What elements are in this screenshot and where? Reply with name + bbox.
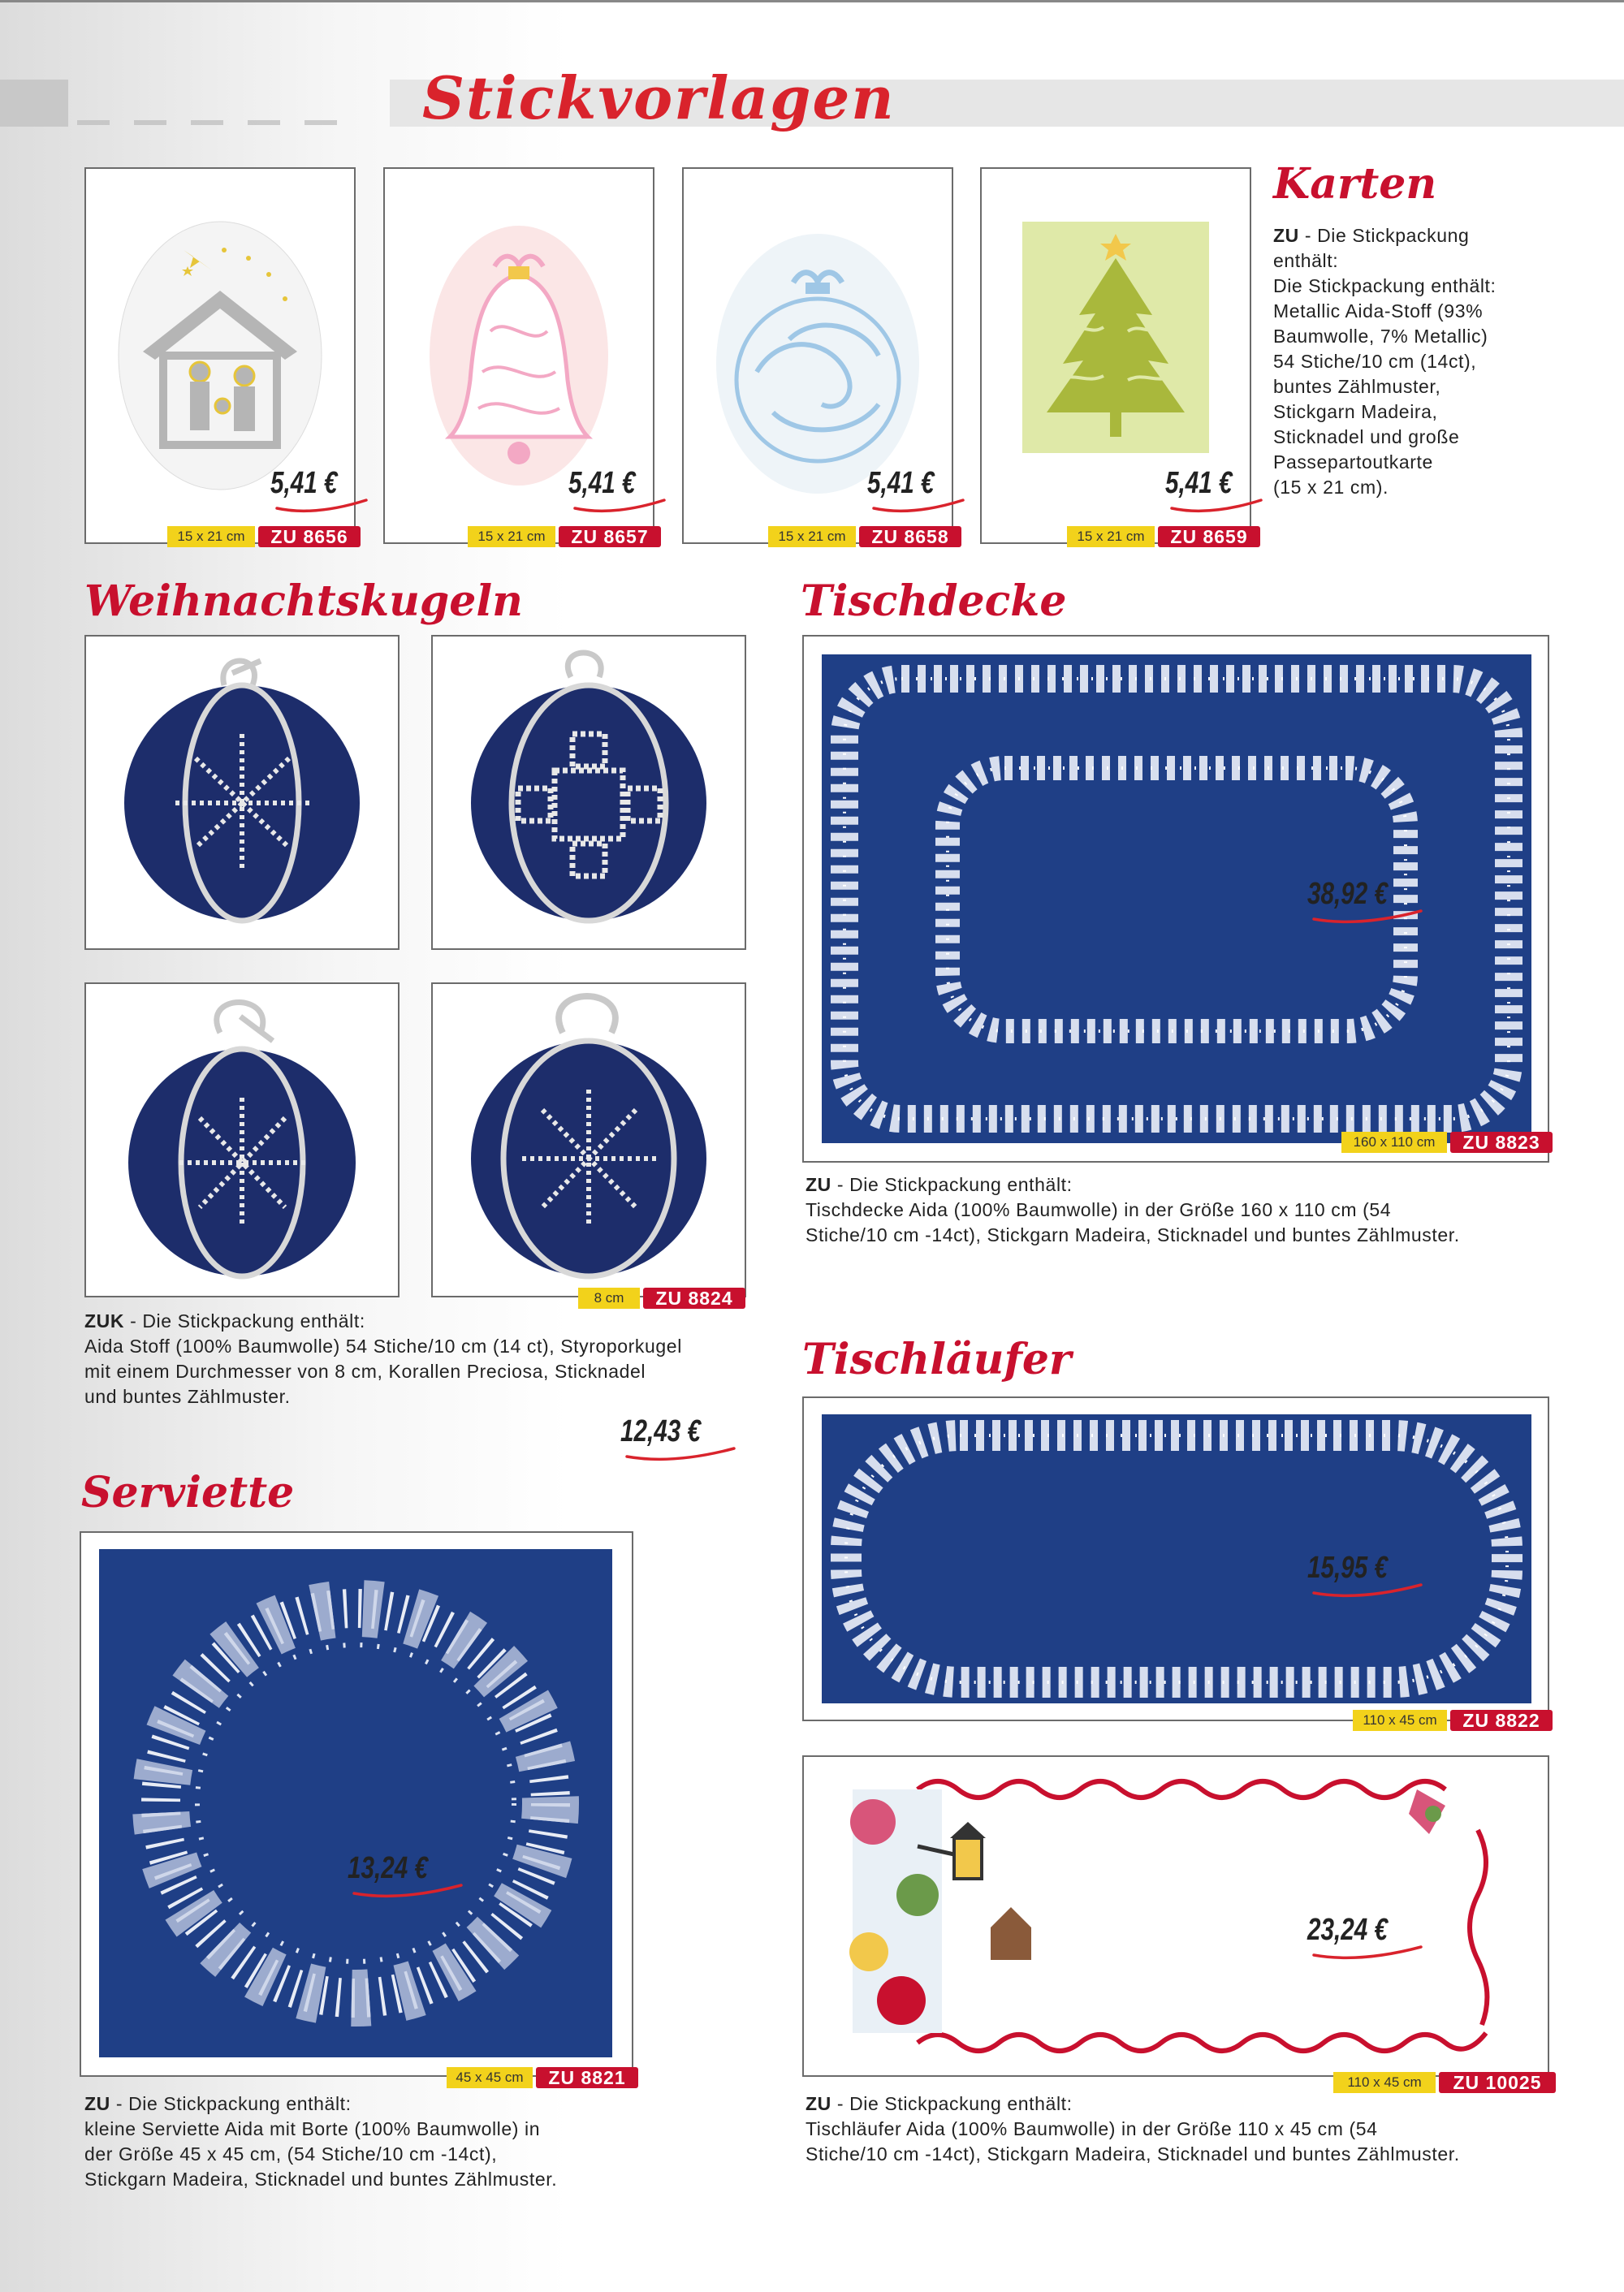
- price-swoosh-icon: [620, 1445, 742, 1465]
- tischdecke-frame[interactable]: [802, 635, 1549, 1163]
- header-tab: [0, 80, 68, 127]
- snowflake-wreath-icon: [99, 1549, 612, 2057]
- desc-line: buntes Zählmuster,: [1273, 376, 1441, 397]
- desc-lead: ZU: [806, 2093, 831, 2114]
- price-8659: [1165, 466, 1251, 501]
- serviette-frame[interactable]: [80, 1531, 633, 2077]
- desc-line: der Größe 45 x 45 cm, (54 Stiche/10 cm -14ct),: [84, 2143, 498, 2165]
- section-title-weihnachtskugeln: Weihnachtskugeln: [84, 576, 523, 626]
- desc-line: Stickgarn Madeira,: [1273, 401, 1438, 422]
- price-swoosh-icon: [568, 497, 670, 516]
- top-rule: [0, 0, 1624, 2]
- snowflake-border-icon: [822, 654, 1531, 1143]
- desc-line: enthält:: [1273, 250, 1339, 271]
- price-swoosh-icon: [1307, 1944, 1429, 1963]
- product-code-badge: ZU 8824: [643, 1288, 745, 1309]
- price-8658: [867, 466, 953, 501]
- price-swoosh-icon: [1165, 497, 1267, 516]
- desc-line: mit einem Durchmesser von 8 cm, Korallen Preciosa, Sticknadel: [84, 1361, 646, 1382]
- desc-line: Passepartoutkarte: [1273, 451, 1433, 473]
- product-code-badge: ZU 8823: [1450, 1132, 1553, 1153]
- snowflake-border-icon: [822, 1414, 1531, 1703]
- desc-text: - Die Stickpackung enthält:: [831, 1174, 1073, 1195]
- section-title-karten: Karten: [1273, 159, 1437, 209]
- ornament-1-frame[interactable]: [84, 635, 400, 950]
- ornament-snowflake-icon: [86, 984, 398, 1296]
- section-title-serviette: Serviette: [81, 1468, 295, 1517]
- price-label: 5,41 €: [270, 466, 338, 500]
- desc-line: Aida Stoff (100% Baumwolle) 54 Stiche/10 cm (14 ct), Styroporkugel: [84, 1336, 682, 1357]
- size-badge: 110 x 45 cm: [1353, 1710, 1447, 1731]
- price-label: 15,95 €: [1307, 1551, 1388, 1585]
- desc-line: [84, 2091, 653, 2117]
- price-8822: [1307, 1551, 1410, 1586]
- desc-lead: ZUK: [84, 1310, 125, 1332]
- desc-line: Metallic Aida-Stoff (93%: [1273, 300, 1484, 322]
- price-8656: [270, 466, 356, 501]
- desc-line: Stiche/10 cm -14ct), Stickgarn Madeira, Sticknadel und buntes Zählmuster.: [806, 2143, 1460, 2165]
- ornament-2-frame[interactable]: [431, 635, 746, 950]
- desc-line: (15 x 21 cm).: [1273, 477, 1389, 498]
- desc-line: Stiche/10 cm -14ct), Stickgarn Madeira, Sticknadel und buntes Zählmuster.: [806, 1224, 1460, 1245]
- karten-description: [1273, 223, 1614, 500]
- desc-line: Die Stickpackung enthält:: [1273, 275, 1497, 296]
- size-badge: 15 x 21 cm: [468, 526, 555, 547]
- price-label: 12,43 €: [620, 1414, 701, 1448]
- desc-line: Tischläufer Aida (100% Baumwolle) in der Größe 110 x 45 cm (54: [806, 2118, 1378, 2139]
- desc-line: [806, 1172, 1618, 1198]
- price-swoosh-icon: [867, 497, 969, 516]
- page-title: Stickvorlagen: [422, 63, 896, 132]
- product-code-badge: ZU 8658: [859, 526, 961, 547]
- price-10025: [1307, 1913, 1410, 1948]
- desc-text: - Die Stickpackung: [1298, 225, 1470, 246]
- price-swoosh-icon: [270, 497, 372, 516]
- size-badge: 15 x 21 cm: [167, 526, 255, 547]
- size-badge: 45 x 45 cm: [447, 2067, 533, 2088]
- desc-lead: ZU: [1273, 225, 1299, 246]
- price-8823: [1307, 877, 1410, 912]
- desc-line: Tischdecke Aida (100% Baumwolle) in der Größe 160 x 110 cm (54: [806, 1199, 1392, 1220]
- product-code-badge: ZU 8656: [258, 526, 361, 547]
- section-title-tischdecke: Tischdecke: [801, 576, 1067, 626]
- product-code-badge: ZU 8822: [1450, 1710, 1553, 1731]
- product-code-badge: ZU 8821: [536, 2067, 638, 2088]
- header-smudge: [77, 120, 345, 125]
- size-badge: 160 x 110 cm: [1341, 1132, 1447, 1153]
- ornament-snowflake-icon: [433, 984, 745, 1296]
- price-label: 13,24 €: [348, 1851, 428, 1885]
- price-8821: [348, 1851, 451, 1886]
- desc-text: - Die Stickpackung enthält:: [831, 2093, 1073, 2114]
- tischlaeufer-fabric: [822, 1414, 1531, 1703]
- price-label: 5,41 €: [1165, 466, 1233, 500]
- desc-line: Stickgarn Madeira, Sticknadel und buntes Zählmuster.: [84, 2169, 558, 2190]
- size-badge: 110 x 45 cm: [1333, 2072, 1436, 2093]
- product-code-badge: ZU 8659: [1158, 526, 1260, 547]
- desc-lead: ZU: [806, 1174, 831, 1195]
- desc-text: - Die Stickpackung enthält:: [110, 2093, 352, 2114]
- desc-line: Baumwolle, 7% Metallic): [1273, 326, 1488, 347]
- product-code-badge: ZU 10025: [1439, 2072, 1556, 2093]
- desc-line: und buntes Zählmuster.: [84, 1386, 291, 1407]
- tischdecke-fabric: [822, 654, 1531, 1143]
- tischlaeufer-white-frame[interactable]: [802, 1755, 1549, 2077]
- desc-lead: ZU: [84, 2093, 110, 2114]
- desc-line: 54 Stiche/10 cm (14ct),: [1273, 351, 1477, 372]
- desc-line: [806, 2091, 1618, 2117]
- price-label: 38,92 €: [1307, 877, 1388, 911]
- tischlaeufer-description: [806, 2091, 1618, 2167]
- size-badge: 15 x 21 cm: [768, 526, 856, 547]
- tischdecke-description: [806, 1172, 1618, 1248]
- size-badge: 8 cm: [578, 1288, 640, 1309]
- price-swoosh-icon: [1307, 908, 1429, 927]
- desc-line: Sticknadel und große: [1273, 426, 1460, 447]
- serviette-fabric: [99, 1549, 612, 2057]
- price-label: 23,24 €: [1307, 1913, 1388, 1947]
- price-swoosh-icon: [348, 1882, 469, 1901]
- price-8824: [620, 1414, 723, 1449]
- ornament-3-frame[interactable]: [84, 982, 400, 1297]
- price-swoosh-icon: [1307, 1582, 1429, 1601]
- desc-line: kleine Serviette Aida mit Borte (100% Baumwolle) in: [84, 2118, 541, 2139]
- ornament-snowflake-icon: [86, 637, 398, 948]
- desc-text: - Die Stickpackung enthält:: [124, 1310, 365, 1332]
- ornament-4-frame[interactable]: [431, 982, 746, 1297]
- tischlaeufer-blue-frame[interactable]: [802, 1396, 1549, 1721]
- lantern-ribbon-motif-icon: [804, 1757, 1548, 2075]
- price-label: 5,41 €: [568, 466, 636, 500]
- price-label: 5,41 €: [867, 466, 935, 500]
- desc-line: [84, 1309, 783, 1334]
- desc-line: [1273, 223, 1614, 248]
- ornament-star-icon: [433, 637, 745, 948]
- price-8657: [568, 466, 654, 501]
- product-code-badge: ZU 8657: [559, 526, 661, 547]
- serviette-description: [84, 2091, 653, 2192]
- weihnachtskugeln-description: [84, 1309, 783, 1409]
- size-badge: 15 x 21 cm: [1067, 526, 1155, 547]
- section-title-tischlaeufer: Tischläufer: [802, 1335, 1072, 1384]
